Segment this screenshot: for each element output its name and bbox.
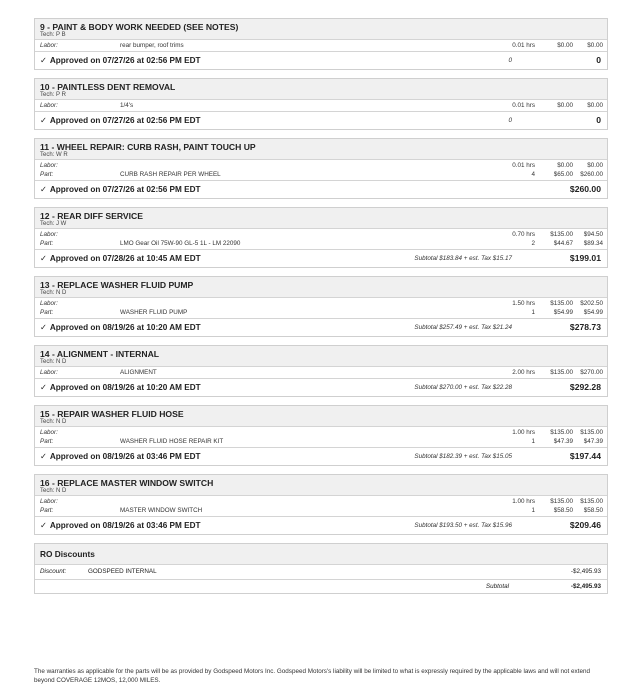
approval-row — [35, 319, 607, 336]
job-card — [34, 78, 608, 130]
line-item — [40, 161, 603, 170]
line-kind: Labor: — [40, 429, 58, 436]
job-subtotal: Subtotal $193.50 + est. Tax $15.96 — [414, 522, 512, 529]
approval-row — [35, 52, 607, 69]
line-quantity: 0.01 hrs — [512, 162, 535, 169]
line-quantity: 2.00 hrs — [512, 369, 535, 376]
line-description: 1/4's — [120, 102, 134, 109]
check-icon: ✓ — [40, 56, 47, 65]
job-tech: Tech: P R — [40, 92, 66, 98]
line-amount: $202.50 — [580, 300, 603, 307]
discount-kind: Discount: — [40, 568, 67, 575]
job-header — [35, 277, 607, 298]
line-rate: $54.99 — [553, 309, 573, 316]
line-quantity: 0.01 hrs — [512, 102, 535, 109]
line-kind: Labor: — [40, 162, 58, 169]
line-item — [40, 437, 603, 446]
job-header — [35, 406, 607, 427]
job-title: 14 - ALIGNMENT - INTERNAL — [40, 349, 160, 359]
line-amount: $47.39 — [583, 438, 603, 445]
job-lines — [35, 229, 607, 250]
line-item — [40, 506, 603, 515]
repair-order — [34, 18, 608, 602]
job-card — [34, 276, 608, 337]
check-icon: ✓ — [40, 323, 47, 332]
line-amount: $0.00 — [587, 102, 603, 109]
job-total: $199.01 — [569, 253, 601, 263]
job-header — [35, 19, 607, 40]
line-kind: Labor: — [40, 231, 58, 238]
line-description: MASTER WINDOW SWITCH — [120, 507, 203, 514]
ro-discounts-section — [34, 543, 608, 594]
line-rate: $58.50 — [553, 507, 573, 514]
job-total: $209.46 — [569, 520, 601, 530]
line-quantity: 4 — [531, 171, 535, 178]
line-rate: $135.00 — [550, 300, 573, 307]
job-total: $260.00 — [569, 184, 601, 194]
check-icon: ✓ — [40, 185, 47, 194]
job-tech: Tech: N D — [40, 419, 67, 425]
job-header — [35, 139, 607, 160]
job-lines — [35, 40, 607, 52]
line-item — [40, 428, 603, 437]
line-rate: $0.00 — [557, 162, 573, 169]
job-lines — [35, 496, 607, 517]
line-kind: Part: — [40, 309, 54, 316]
line-item — [40, 101, 603, 110]
job-tech: Tech: N D — [40, 290, 67, 296]
line-kind: Labor: — [40, 102, 58, 109]
job-subtotal: Subtotal $182.39 + est. Tax $15.05 — [414, 453, 512, 460]
discount-description: GODSPEED INTERNAL — [88, 568, 157, 575]
discount-subtotal-amount: -$2,495.93 — [570, 583, 601, 590]
job-total: $278.73 — [569, 322, 601, 332]
job-card — [34, 474, 608, 535]
line-kind: Labor: — [40, 42, 58, 49]
job-header — [35, 346, 607, 367]
job-card — [34, 207, 608, 268]
job-title: 9 - PAINT & BODY WORK NEEDED (SEE NOTES) — [40, 22, 239, 32]
check-icon: ✓ — [40, 116, 47, 125]
job-subtotal: Subtotal $270.00 + est. Tax $22.28 — [414, 384, 512, 391]
approval-text: Approved on 07/28/26 at 10:45 AM EDT — [49, 254, 201, 263]
job-header — [35, 208, 607, 229]
job-total: $292.28 — [569, 382, 601, 392]
line-rate: $135.00 — [550, 369, 573, 376]
job-lines — [35, 160, 607, 181]
line-quantity: 1 — [531, 438, 535, 445]
job-tech: Tech: N D — [40, 488, 67, 494]
job-lines — [35, 298, 607, 319]
line-kind: Labor: — [40, 300, 58, 307]
job-card — [34, 405, 608, 466]
line-kind: Part: — [40, 507, 54, 514]
warranty-notice: The warranties as applicable for the parts will be as provided by Godspeed Motors Inc. Godspeed Motors's liability will be limited to what is expressly required by the applicable laws and will not extend beyond COVERAGE 12MOS, 12,000 MILES. — [34, 668, 590, 684]
approval-text: Approved on 08/19/26 at 03:46 PM EDT — [49, 521, 201, 530]
discount-subtotal-row — [35, 580, 607, 593]
approval-row — [35, 250, 607, 267]
job-title: 15 - REPAIR WASHER FLUID HOSE — [40, 409, 184, 419]
line-description: LMO Gear Oil 75W-90 GL-5 1L - LM 22090 — [120, 240, 241, 247]
job-title: 12 - REAR DIFF SERVICE — [40, 211, 143, 221]
job-subtotal: Subtotal $183.84 + est. Tax $15.17 — [414, 255, 512, 262]
line-amount: $260.00 — [580, 171, 603, 178]
check-icon: ✓ — [40, 521, 47, 530]
approval-text: Approved on 08/19/26 at 03:46 PM EDT — [49, 452, 201, 461]
job-list — [34, 18, 608, 535]
line-item — [40, 230, 603, 239]
job-total: 0 — [596, 55, 601, 65]
line-item — [40, 239, 603, 248]
line-rate: $47.39 — [553, 438, 573, 445]
line-rate: $135.00 — [550, 429, 573, 436]
line-description: rear bumper, roof trims — [120, 42, 184, 49]
line-quantity: 0.01 hrs — [512, 42, 535, 49]
line-rate: $65.00 — [553, 171, 573, 178]
job-header — [35, 79, 607, 100]
discount-amount: -$2,495.93 — [570, 568, 601, 575]
line-amount: $135.00 — [580, 429, 603, 436]
approval-row — [35, 379, 607, 396]
line-rate: $0.00 — [557, 42, 573, 49]
line-kind: Labor: — [40, 369, 58, 376]
job-subtotal: Subtotal $257.49 + est. Tax $21.24 — [414, 324, 512, 331]
line-description: WASHER FLUID PUMP — [120, 309, 188, 316]
line-kind: Part: — [40, 240, 54, 247]
line-amount: $0.00 — [587, 42, 603, 49]
line-kind: Part: — [40, 171, 54, 178]
line-amount: $0.00 — [587, 162, 603, 169]
line-rate: $0.00 — [557, 102, 573, 109]
line-item — [40, 308, 603, 317]
job-subtotal: 0 — [508, 57, 512, 64]
line-item — [40, 368, 603, 377]
line-quantity: 2 — [531, 240, 535, 247]
approval-row — [35, 448, 607, 465]
line-quantity: 0.70 hrs — [512, 231, 535, 238]
approval-row — [35, 181, 607, 198]
approval-text: Approved on 07/27/26 at 02:56 PM EDT — [49, 116, 201, 125]
line-quantity: 1.50 hrs — [512, 300, 535, 307]
discount-subtotal-label: Subtotal — [485, 583, 509, 590]
line-item — [40, 497, 603, 506]
approval-row — [35, 517, 607, 534]
job-subtotal: 0 — [508, 117, 512, 124]
job-card — [34, 345, 608, 397]
line-rate: $135.00 — [550, 231, 573, 238]
line-description: CURB RASH REPAIR PER WHEEL — [120, 171, 221, 178]
line-kind: Labor: — [40, 498, 58, 505]
job-tech: Tech: J W — [40, 221, 67, 227]
line-amount: $94.50 — [583, 231, 603, 238]
job-tech: Tech: P B — [40, 32, 66, 38]
line-item — [40, 170, 603, 179]
line-quantity: 1.00 hrs — [512, 498, 535, 505]
approval-row — [35, 112, 607, 129]
line-description: ALIGNMENT — [120, 369, 157, 376]
approval-text: Approved on 08/19/26 at 10:20 AM EDT — [49, 323, 201, 332]
line-rate: $135.00 — [550, 498, 573, 505]
job-header — [35, 475, 607, 496]
check-icon: ✓ — [40, 254, 47, 263]
line-kind: Part: — [40, 438, 54, 445]
discount-line — [35, 565, 607, 580]
line-quantity: 1.00 hrs — [512, 429, 535, 436]
job-lines — [35, 367, 607, 379]
ro-discounts-heading: RO Discounts — [35, 544, 607, 565]
approval-text: Approved on 08/19/26 at 10:20 AM EDT — [49, 383, 201, 392]
job-total: 0 — [596, 115, 601, 125]
check-icon: ✓ — [40, 452, 47, 461]
job-card — [34, 138, 608, 199]
line-rate: $44.67 — [553, 240, 573, 247]
line-amount: $135.00 — [580, 498, 603, 505]
line-quantity: 1 — [531, 507, 535, 514]
job-lines — [35, 100, 607, 112]
line-amount: $270.00 — [580, 369, 603, 376]
job-tech: Tech: W R — [40, 152, 68, 158]
approval-text: Approved on 07/27/26 at 02:56 PM EDT — [49, 56, 201, 65]
job-title: 11 - WHEEL REPAIR: CURB RASH, PAINT TOUCH UP — [40, 142, 256, 152]
job-card — [34, 18, 608, 70]
line-amount: $58.50 — [583, 507, 603, 514]
line-item — [40, 41, 603, 50]
check-icon: ✓ — [40, 383, 47, 392]
line-amount: $89.34 — [583, 240, 603, 247]
job-title: 16 - REPLACE MASTER WINDOW SWITCH — [40, 478, 214, 488]
job-total: $197.44 — [569, 451, 601, 461]
line-description: WASHER FLUID HOSE REPAIR KIT — [120, 438, 224, 445]
approval-text: Approved on 07/27/26 at 02:56 PM EDT — [49, 185, 201, 194]
job-tech: Tech: N D — [40, 359, 67, 365]
job-title: 13 - REPLACE WASHER FLUID PUMP — [40, 280, 194, 290]
line-item — [40, 299, 603, 308]
line-quantity: 1 — [531, 309, 535, 316]
line-amount: $54.99 — [583, 309, 603, 316]
job-title: 10 - PAINTLESS DENT REMOVAL — [40, 82, 176, 92]
job-lines — [35, 427, 607, 448]
